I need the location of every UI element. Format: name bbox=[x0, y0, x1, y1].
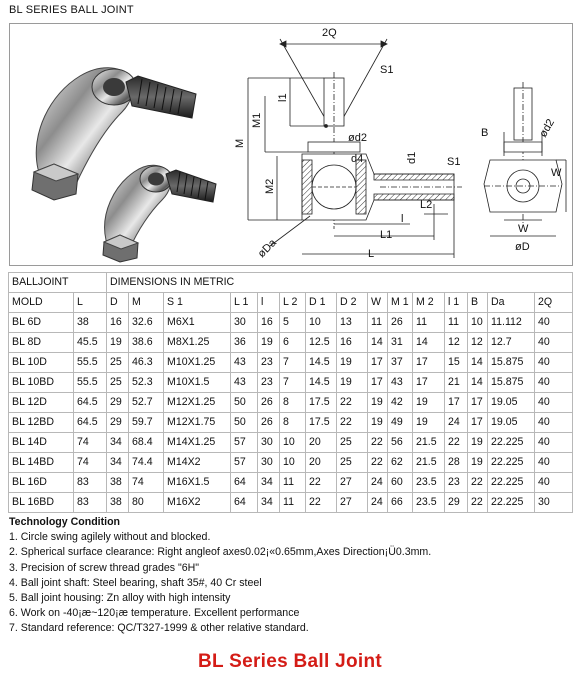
table-cell: 23.5 bbox=[413, 493, 445, 513]
table-cell: 5 bbox=[280, 313, 306, 333]
table-cell: BL 14BD bbox=[9, 453, 74, 473]
table-cell: 19 bbox=[368, 393, 388, 413]
column-header: D 1 bbox=[306, 293, 337, 313]
table-cell: 12 bbox=[445, 333, 468, 353]
table-cell: 38 bbox=[107, 493, 129, 513]
table-cell: 25 bbox=[337, 453, 368, 473]
table-cell: 19 bbox=[107, 333, 129, 353]
table-cell: 22.225 bbox=[488, 493, 535, 513]
table-cell: 38 bbox=[107, 473, 129, 493]
table-cell: 40 bbox=[535, 313, 573, 333]
table-cell: 52.7 bbox=[129, 393, 164, 413]
table-cell: 22.225 bbox=[488, 473, 535, 493]
table-cell: 14 bbox=[468, 353, 488, 373]
table-cell: 17 bbox=[468, 393, 488, 413]
table-cell: 64.5 bbox=[74, 393, 107, 413]
label-m1: M1 bbox=[251, 112, 263, 128]
table-cell: 10 bbox=[306, 313, 337, 333]
table-cell: 55.5 bbox=[74, 353, 107, 373]
table-cell: 37 bbox=[388, 353, 413, 373]
technology-section bbox=[9, 515, 431, 637]
table-cell: 14.5 bbox=[306, 373, 337, 393]
table-cell: 68.4 bbox=[129, 433, 164, 453]
technology-item: 4. Ball joint shaft: Steel bearing, shaft 35#, 40 Cr steel bbox=[9, 576, 262, 589]
series-title: BL SERIES BALL JOINT bbox=[9, 4, 134, 16]
table-row bbox=[9, 313, 573, 333]
table-cell: 10 bbox=[280, 433, 306, 453]
table-cell: 40 bbox=[535, 453, 573, 473]
table-cell: 16 bbox=[258, 313, 280, 333]
table-cell: BL 10BD bbox=[9, 373, 74, 393]
table-cell: 29 bbox=[445, 493, 468, 513]
table-row bbox=[9, 373, 573, 393]
table-cell: 52.3 bbox=[129, 373, 164, 393]
table-cell: 22 bbox=[337, 393, 368, 413]
table-cell: 7 bbox=[280, 373, 306, 393]
table-cell: 45.5 bbox=[74, 333, 107, 353]
table-cell: 27 bbox=[337, 473, 368, 493]
group-header-balljoint: BALLJOINT bbox=[9, 273, 107, 293]
label-m2: M2 bbox=[264, 178, 276, 194]
label-l: l bbox=[401, 213, 404, 225]
table-cell: 25 bbox=[337, 433, 368, 453]
table-cell: 66 bbox=[388, 493, 413, 513]
table-cell: 42 bbox=[388, 393, 413, 413]
table-cell: 74 bbox=[74, 433, 107, 453]
table-cell: 40 bbox=[535, 393, 573, 413]
table-cell: 15 bbox=[445, 353, 468, 373]
group-header-dimensions: DIMENSIONS IN METRIC bbox=[107, 273, 573, 293]
table-cell: 15.875 bbox=[488, 373, 535, 393]
table-cell: 40 bbox=[535, 333, 573, 353]
technology-item: 7. Standard reference: QC/T327-1999 & other relative standard. bbox=[9, 622, 309, 635]
table-cell: 27 bbox=[337, 493, 368, 513]
table-cell: 40 bbox=[535, 353, 573, 373]
table-cell: 22.225 bbox=[488, 453, 535, 473]
table-cell: 22 bbox=[368, 433, 388, 453]
table-cell: M10X1.5 bbox=[164, 373, 231, 393]
table-cell: 64 bbox=[231, 493, 258, 513]
table-row bbox=[9, 353, 573, 373]
table-cell: 46.3 bbox=[129, 353, 164, 373]
table-cell: 7 bbox=[280, 353, 306, 373]
table-cell: 34 bbox=[258, 493, 280, 513]
table-cell: 57 bbox=[231, 433, 258, 453]
table-cell: M14X1.25 bbox=[164, 433, 231, 453]
label-d4: d4 bbox=[351, 153, 364, 165]
table-cell: 17 bbox=[413, 353, 445, 373]
table-cell: 8 bbox=[280, 393, 306, 413]
table-group-row bbox=[9, 273, 573, 293]
table-cell: 36 bbox=[231, 333, 258, 353]
table-cell: 16 bbox=[107, 313, 129, 333]
table-row bbox=[9, 393, 573, 413]
table-cell: 38 bbox=[74, 313, 107, 333]
table-cell: 22 bbox=[306, 473, 337, 493]
table-cell: 10 bbox=[468, 313, 488, 333]
table-cell: 56 bbox=[388, 433, 413, 453]
table-cell: 59.7 bbox=[129, 413, 164, 433]
column-header: l 1 bbox=[445, 293, 468, 313]
table-cell: 14 bbox=[413, 333, 445, 353]
table-cell: 83 bbox=[74, 473, 107, 493]
table-cell: BL 12D bbox=[9, 393, 74, 413]
table-cell: 12.7 bbox=[488, 333, 535, 353]
column-header: M 2 bbox=[413, 293, 445, 313]
label-od2: ød2 bbox=[348, 132, 367, 144]
table-cell: 25 bbox=[107, 373, 129, 393]
table-cell: 17 bbox=[445, 393, 468, 413]
technology-item: 5. Ball joint housing: Zn alloy with high intensity bbox=[9, 592, 231, 605]
table-row bbox=[9, 333, 573, 353]
label-l1: L1 bbox=[380, 229, 393, 241]
table-cell: 11 bbox=[445, 313, 468, 333]
table-cell: 17 bbox=[468, 413, 488, 433]
table-cell: 30 bbox=[258, 433, 280, 453]
table-cell: 6 bbox=[280, 333, 306, 353]
table-cell: 49 bbox=[388, 413, 413, 433]
table-cell: 34 bbox=[107, 433, 129, 453]
table-cell: 10 bbox=[280, 453, 306, 473]
table-cell: 38.6 bbox=[129, 333, 164, 353]
table-cell: 21.5 bbox=[413, 433, 445, 453]
technical-drawing-front bbox=[248, 39, 462, 261]
column-header: l bbox=[258, 293, 280, 313]
label-b: B bbox=[481, 127, 489, 139]
table-cell: 62 bbox=[388, 453, 413, 473]
technology-item: 1. Circle swing agilely without and blocked. bbox=[9, 531, 211, 544]
table-cell: 11 bbox=[368, 313, 388, 333]
table-cell: 19.05 bbox=[488, 393, 535, 413]
label-l2: L2 bbox=[420, 199, 433, 211]
table-cell: 55.5 bbox=[74, 373, 107, 393]
column-header: MOLD bbox=[9, 293, 74, 313]
table-cell: 17.5 bbox=[306, 413, 337, 433]
column-header: B bbox=[468, 293, 488, 313]
technical-drawing-side bbox=[484, 82, 566, 236]
table-cell: 30 bbox=[258, 453, 280, 473]
table-cell: BL 12BD bbox=[9, 413, 74, 433]
label-da: øDa bbox=[255, 236, 279, 261]
table-cell: M6X1 bbox=[164, 313, 231, 333]
table-cell: 13 bbox=[337, 313, 368, 333]
label-w-side: W bbox=[551, 167, 562, 179]
table-cell: M16X2 bbox=[164, 493, 231, 513]
dimensions-table bbox=[8, 272, 573, 513]
table-cell: 43 bbox=[231, 353, 258, 373]
table-cell: 21 bbox=[445, 373, 468, 393]
table-cell: M16X1.5 bbox=[164, 473, 231, 493]
column-header: 2Q bbox=[535, 293, 573, 313]
table-cell: 40 bbox=[535, 413, 573, 433]
table-cell: 19 bbox=[413, 413, 445, 433]
table-cell: 11 bbox=[280, 493, 306, 513]
table-cell: 29 bbox=[107, 393, 129, 413]
table-cell: 17.5 bbox=[306, 393, 337, 413]
table-cell: M14X2 bbox=[164, 453, 231, 473]
table-cell: 74.4 bbox=[129, 453, 164, 473]
label-s1-right: S1 bbox=[447, 156, 461, 168]
table-cell: 30 bbox=[231, 313, 258, 333]
table-cell: 15.875 bbox=[488, 353, 535, 373]
table-cell: M10X1.25 bbox=[164, 353, 231, 373]
table-cell: 64.5 bbox=[74, 413, 107, 433]
table-cell: 23.5 bbox=[413, 473, 445, 493]
table-cell: 83 bbox=[74, 493, 107, 513]
table-cell: 19 bbox=[368, 413, 388, 433]
table-cell: 19 bbox=[337, 373, 368, 393]
table-cell: 32.6 bbox=[129, 313, 164, 333]
label-s1-top: S1 bbox=[380, 64, 394, 76]
table-cell: 50 bbox=[231, 393, 258, 413]
table-cell: 19.05 bbox=[488, 413, 535, 433]
table-cell: 23 bbox=[258, 353, 280, 373]
table-cell: 12.5 bbox=[306, 333, 337, 353]
table-cell: 26 bbox=[388, 313, 413, 333]
table-cell: 24 bbox=[445, 413, 468, 433]
table-cell: 16 bbox=[337, 333, 368, 353]
table-cell: 26 bbox=[258, 393, 280, 413]
table-cell: 22 bbox=[337, 413, 368, 433]
table-cell: 11.112 bbox=[488, 313, 535, 333]
table-row bbox=[9, 433, 573, 453]
table-cell: M12X1.75 bbox=[164, 413, 231, 433]
table-cell: 22 bbox=[468, 473, 488, 493]
label-d1: d1 bbox=[406, 151, 418, 164]
table-cell: BL 16BD bbox=[9, 493, 74, 513]
column-header: D 2 bbox=[337, 293, 368, 313]
table-cell: 22 bbox=[445, 433, 468, 453]
technology-list bbox=[9, 530, 431, 636]
table-cell: BL 14D bbox=[9, 433, 74, 453]
table-cell: 40 bbox=[535, 473, 573, 493]
table-row bbox=[9, 473, 573, 493]
column-header: S 1 bbox=[164, 293, 231, 313]
table-cell: 17 bbox=[413, 373, 445, 393]
table-cell: 60 bbox=[388, 473, 413, 493]
table-cell: 23 bbox=[258, 373, 280, 393]
table-cell: 43 bbox=[388, 373, 413, 393]
table-cell: M12X1.25 bbox=[164, 393, 231, 413]
table-cell: 80 bbox=[129, 493, 164, 513]
table-cell: 11 bbox=[413, 313, 445, 333]
column-header: M 1 bbox=[388, 293, 413, 313]
label-w-bottom: W bbox=[518, 223, 529, 235]
table-cell: 26 bbox=[258, 413, 280, 433]
technology-item: 2. Spherical surface clearance: Right angleof axes0.02¡«0.65mm,Axes Direction¡Ü0.3mm. bbox=[9, 546, 432, 559]
column-header: M bbox=[129, 293, 164, 313]
table-cell: 19 bbox=[258, 333, 280, 353]
table-cell: 14 bbox=[368, 333, 388, 353]
product-figure bbox=[9, 23, 573, 266]
table-cell: 24 bbox=[368, 493, 388, 513]
column-header: L 1 bbox=[231, 293, 258, 313]
label-2q: 2Q bbox=[322, 27, 337, 39]
table-cell: 12 bbox=[468, 333, 488, 353]
table-header-row bbox=[9, 293, 573, 313]
table-cell: 23 bbox=[445, 473, 468, 493]
footer-title: BL Series Ball Joint bbox=[197, 651, 383, 672]
table-cell: 19 bbox=[413, 393, 445, 413]
column-header: Da bbox=[488, 293, 535, 313]
table-cell: 19 bbox=[468, 433, 488, 453]
table-row bbox=[9, 493, 573, 513]
table-cell: 19 bbox=[337, 353, 368, 373]
table-cell: 25 bbox=[107, 353, 129, 373]
table-cell: 30 bbox=[535, 493, 573, 513]
table-cell: 40 bbox=[535, 373, 573, 393]
table-cell: BL 16D bbox=[9, 473, 74, 493]
table-cell: 57 bbox=[231, 453, 258, 473]
table-cell: 20 bbox=[306, 453, 337, 473]
label-L: L bbox=[368, 248, 375, 260]
table-cell: 17 bbox=[368, 373, 388, 393]
table-cell: 22.225 bbox=[488, 433, 535, 453]
table-cell: 19 bbox=[468, 453, 488, 473]
table-cell: 22 bbox=[468, 493, 488, 513]
table-row bbox=[9, 453, 573, 473]
table-cell: 74 bbox=[74, 453, 107, 473]
technology-item: 3. Precision of screw thread grades "6H" bbox=[9, 561, 200, 574]
table-cell: 22 bbox=[306, 493, 337, 513]
table-cell: 40 bbox=[535, 433, 573, 453]
table-cell: 43 bbox=[231, 373, 258, 393]
table-cell: 17 bbox=[368, 353, 388, 373]
table-cell: M8X1.25 bbox=[164, 333, 231, 353]
label-od2-right: ød2 bbox=[537, 117, 558, 140]
table-cell: 14.5 bbox=[306, 353, 337, 373]
table-cell: 20 bbox=[306, 433, 337, 453]
column-header: L 2 bbox=[280, 293, 306, 313]
table-cell: 14 bbox=[468, 373, 488, 393]
ball-joint-photo-small bbox=[103, 165, 216, 262]
column-header: D bbox=[107, 293, 129, 313]
column-header: L bbox=[74, 293, 107, 313]
table-cell: 29 bbox=[107, 413, 129, 433]
table-cell: 24 bbox=[368, 473, 388, 493]
table-cell: BL 8D bbox=[9, 333, 74, 353]
column-header: W bbox=[368, 293, 388, 313]
label-od: øD bbox=[515, 241, 530, 253]
table-cell: 50 bbox=[231, 413, 258, 433]
table-row bbox=[9, 413, 573, 433]
table-cell: 21.5 bbox=[413, 453, 445, 473]
label-l1-side: l1 bbox=[277, 93, 289, 102]
technology-item: 6. Work on -40¡æ~120¡æ temperature. Excellent performance bbox=[9, 607, 300, 620]
table-cell: 31 bbox=[388, 333, 413, 353]
table-cell: BL 10D bbox=[9, 353, 74, 373]
table-cell: 22 bbox=[368, 453, 388, 473]
table-cell: 28 bbox=[445, 453, 468, 473]
table-cell: 8 bbox=[280, 413, 306, 433]
table-cell: 11 bbox=[280, 473, 306, 493]
table-cell: 34 bbox=[258, 473, 280, 493]
table-cell: 64 bbox=[231, 473, 258, 493]
table-cell: 34 bbox=[107, 453, 129, 473]
table-cell: 74 bbox=[129, 473, 164, 493]
technology-heading: Technology Condition bbox=[9, 516, 121, 528]
label-m: M bbox=[234, 138, 246, 148]
table-cell: BL 6D bbox=[9, 313, 74, 333]
